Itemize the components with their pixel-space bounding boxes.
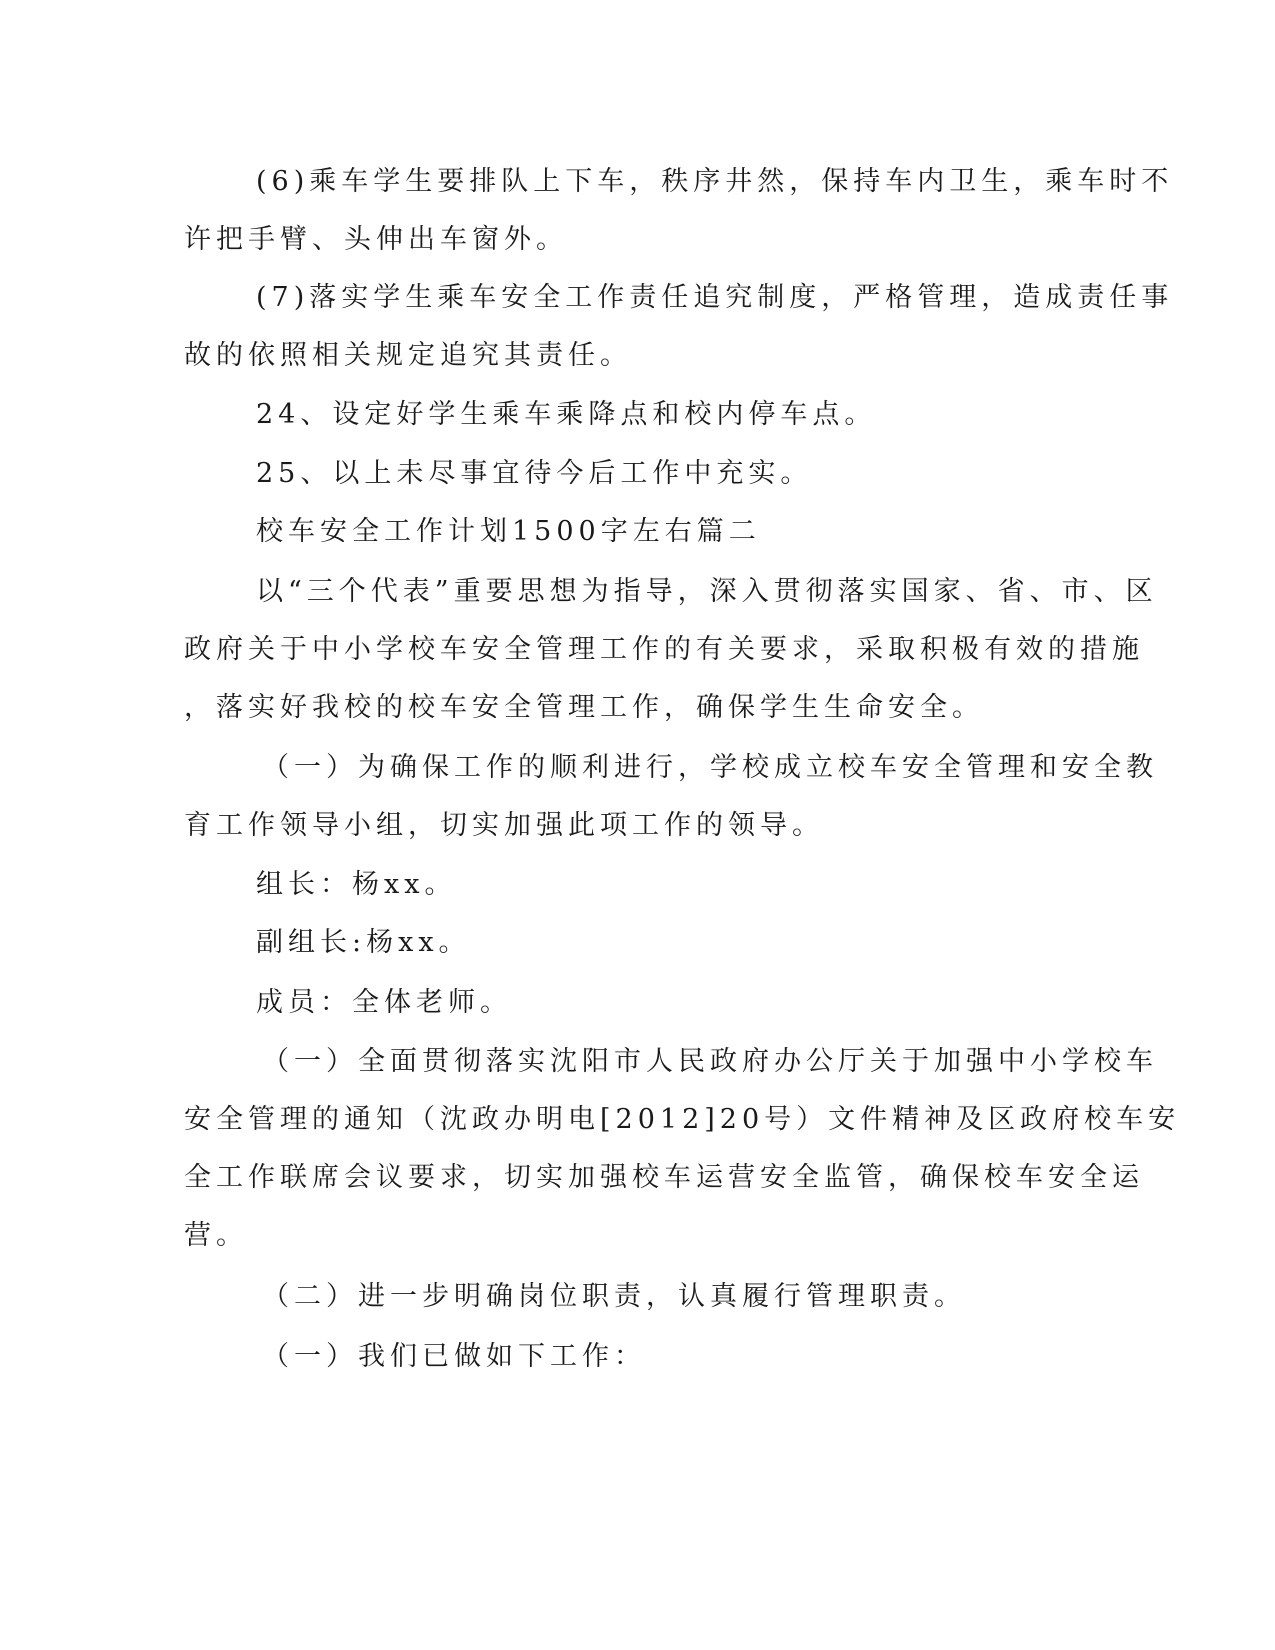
- paragraph-line: 全工作联席会议要求，切实加强校车运营安全监管，确保校车安全运: [184, 1162, 1144, 1193]
- paragraph-line: 成员：全体老师。: [256, 987, 512, 1018]
- paragraph-line: 副组长:杨xx。: [256, 927, 471, 958]
- paragraph-line: 故的依照相关规定追究其责任。: [184, 340, 632, 371]
- paragraph-line: （一）我们已做如下工作：: [262, 1341, 646, 1372]
- paragraph-line: ，落实好我校的校车安全管理工作，确保学生生命安全。: [184, 692, 984, 723]
- paragraph-line: 许把手臂、头伸出车窗外。: [184, 224, 568, 255]
- paragraph-line: (6)乘车学生要排队上下车，秩序井然，保持车内卫生，乘车时不: [256, 166, 1174, 197]
- paragraph-line: 安全管理的通知（沈政办明电[2012]20号）文件精神及区政府校车安: [184, 1104, 1181, 1135]
- paragraph-line: （二）进一步明确岗位职责，认真履行管理职责。: [262, 1281, 966, 1312]
- paragraph-line: 以“三个代表”重要思想为指导，深入贯彻落实国家、省、市、区: [256, 576, 1158, 607]
- paragraph-line: 政府关于中小学校车安全管理工作的有关要求，采取积极有效的措施: [184, 634, 1144, 665]
- paragraph-line: 24、设定好学生乘车乘降点和校内停车点。: [256, 399, 877, 430]
- section-heading: 校车安全工作计划1500字左右篇二: [256, 516, 761, 547]
- paragraph-line: (7)落实学生乘车安全工作责任追究制度，严格管理，造成责任事: [256, 282, 1174, 313]
- paragraph-line: 25、以上未尽事宜待今后工作中充实。: [256, 458, 813, 489]
- paragraph-line: 组长：杨xx。: [256, 869, 457, 900]
- paragraph-line: （一）全面贯彻落实沈阳市人民政府办公厅关于加强中小学校车: [262, 1046, 1158, 1077]
- paragraph-line: 育工作领导小组，切实加强此项工作的领导。: [184, 810, 824, 841]
- paragraph-line: （一）为确保工作的顺利进行，学校成立校车安全管理和安全教: [262, 752, 1158, 783]
- paragraph-line: 营。: [184, 1220, 248, 1251]
